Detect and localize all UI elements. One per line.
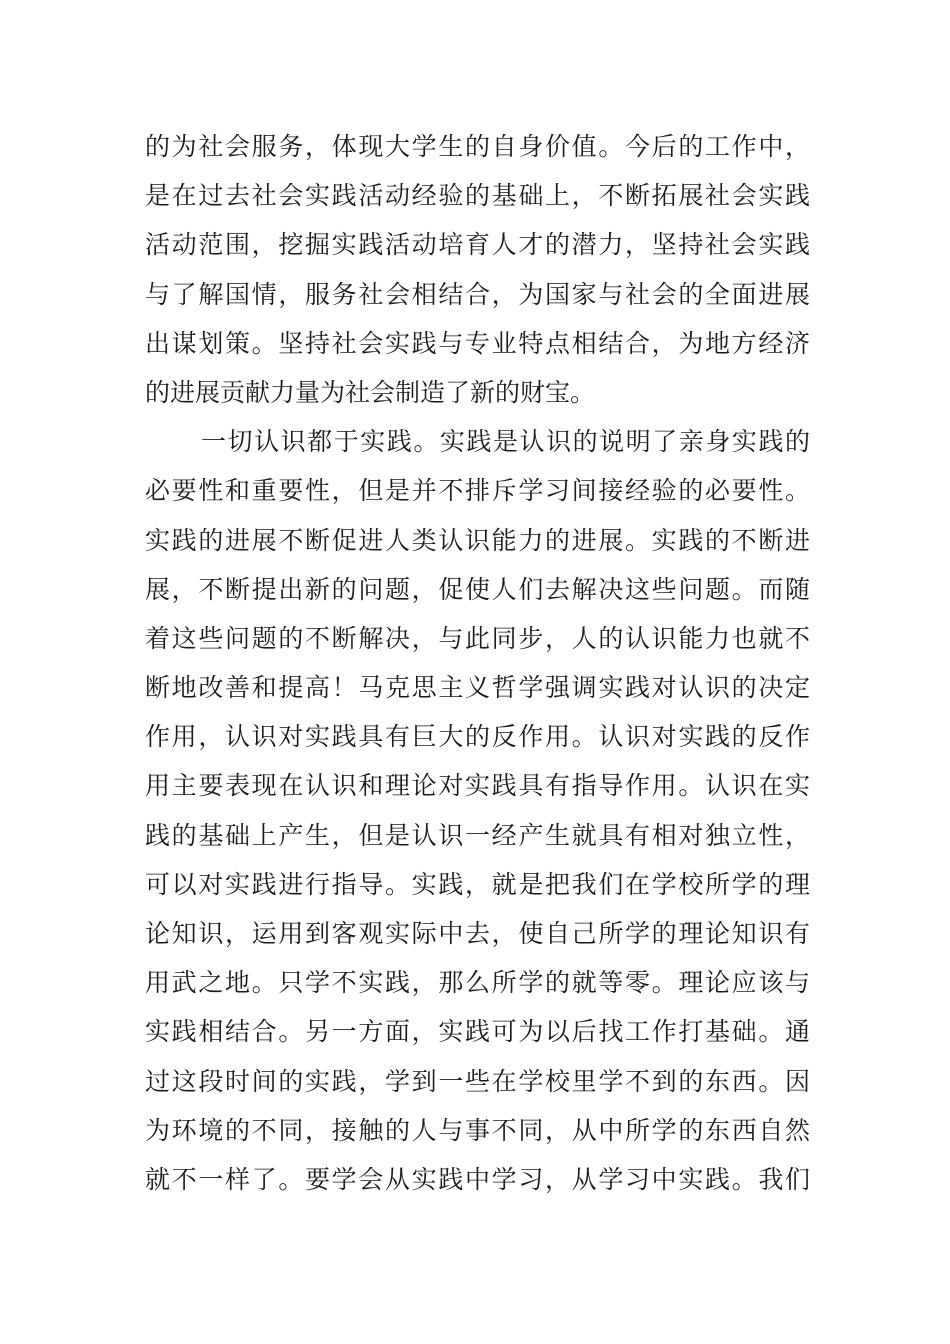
text-line: 活动范围，挖掘实践活动培育人才的潜力，坚持社会实践 (145, 230, 810, 260)
text-line: 为环境的不同，接触的人与事不同，从中所学的东西自然 (145, 1115, 810, 1145)
text-line: 必要性和重要性，但是并不排斥学习间接经验的必要性。 (145, 476, 810, 506)
paragraph-1 (145, 122, 810, 417)
text-line: 论知识，运用到客观实际中去，使自己所学的理论知识有 (145, 919, 810, 948)
text-line: 与了解国情，服务社会相结合，为国家与社会的全面进展 (145, 279, 810, 309)
text-line: 用武之地。只学不实践，那么所学的就等零。理论应该与 (145, 968, 810, 998)
text-line: 践的基础上产生，但是认识一经产生就具有相对独立性， (145, 820, 810, 850)
text-line: 的进展贡献力量为社会制造了新的财宝。 (145, 377, 596, 407)
document-body (145, 122, 810, 1204)
text-line: 作用，认识对实践具有巨大的反作用。认识对实践的反作 (145, 722, 810, 752)
text-line: 过这段时间的实践，学到一些在学校里学不到的东西。因 (145, 1066, 810, 1096)
text-line: 展，不断提出新的问题，促使人们去解决这些问题。而随 (145, 574, 810, 604)
text-line: 着这些问题的不断解决，与此同步，人的认识能力也就不 (145, 623, 810, 653)
text-line: 实践的进展不断促进人类认识能力的进展。实践的不断进 (145, 525, 810, 555)
text-line: 就不一样了。要学会从实践中学习，从学习中实践。我们 (145, 1164, 810, 1194)
text-line: 的为社会服务，体现大学生的自身价值。今后的工作中， (145, 132, 810, 161)
text-line: 一切认识都于实践。实践是认识的说明了亲身实践的 (201, 427, 810, 457)
text-line: 是在过去社会实践活动经验的基础上，不断拓展社会实践 (145, 181, 810, 211)
paragraph-2 (145, 417, 810, 1204)
text-line: 断地改善和提高！马克思主义哲学强调实践对认识的决定 (145, 673, 810, 703)
text-line: 实践相结合。另一方面，实践可为以后找工作打基础。通 (145, 1017, 810, 1047)
text-line: 用主要表现在认识和理论对实践具有指导作用。认识在实 (145, 771, 810, 801)
text-line: 出谋划策。坚持社会实践与专业特点相结合，为地方经济 (145, 328, 810, 358)
text-line: 可以对实践进行指导。实践，就是把我们在学校所学的理 (145, 869, 810, 899)
